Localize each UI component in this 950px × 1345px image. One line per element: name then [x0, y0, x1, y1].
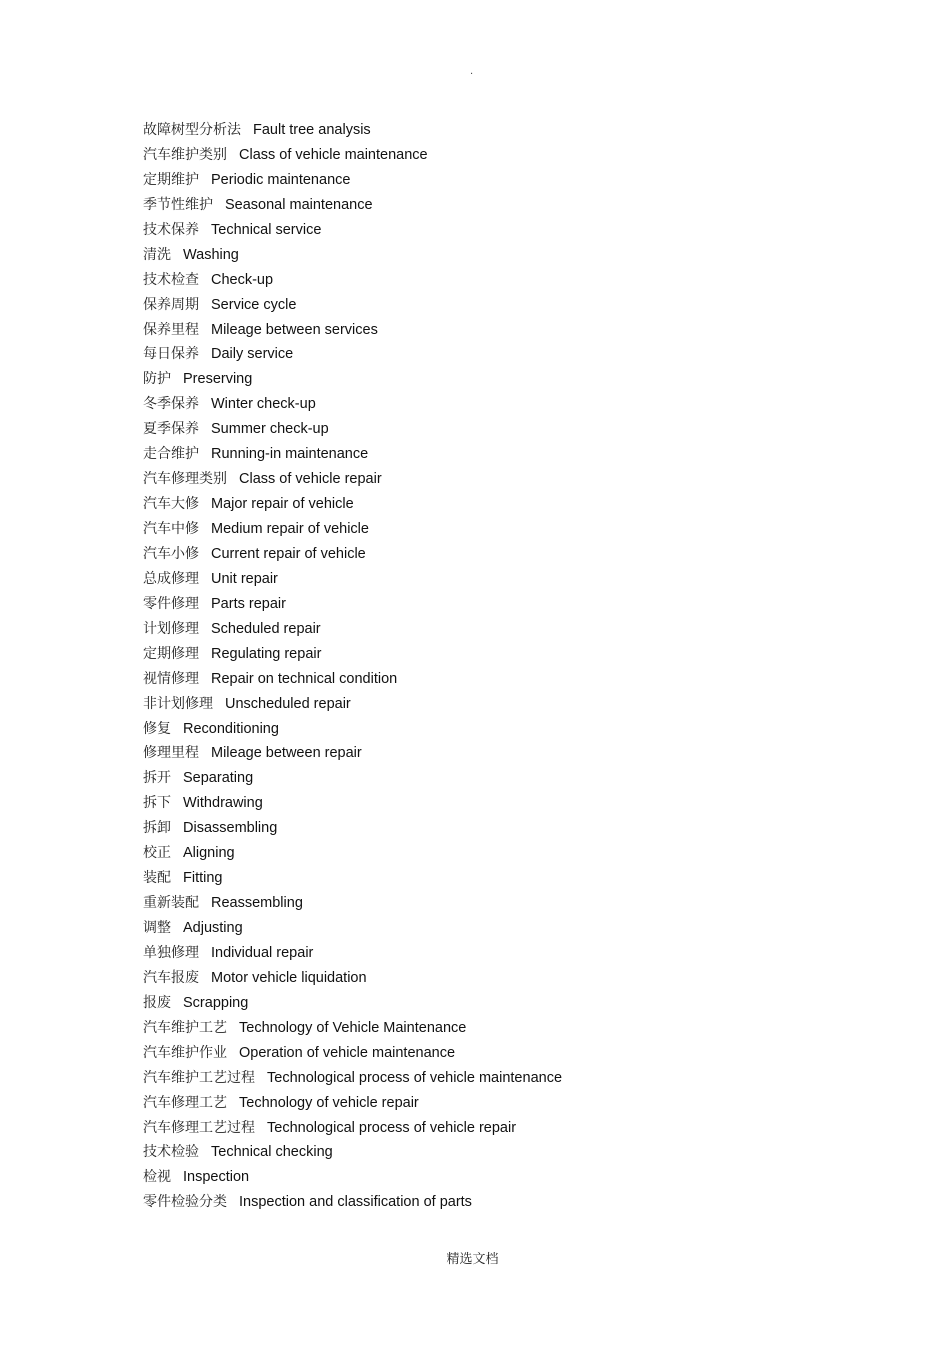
glossary-entry [143, 542, 562, 567]
term-chinese: 拆开 [143, 770, 171, 787]
term-english: Individual repair [211, 944, 314, 961]
glossary-entry [143, 617, 562, 642]
glossary-entry [143, 118, 562, 143]
term-english: Reassembling [211, 895, 303, 912]
term-chinese: 汽车报废 [143, 969, 199, 986]
glossary-entry [143, 1016, 562, 1041]
term-chinese: 装配 [143, 870, 171, 887]
term-english: Technology of vehicle repair [239, 1094, 419, 1111]
glossary-entry [143, 1066, 562, 1091]
glossary-entry [143, 816, 562, 841]
term-english: Technical service [211, 221, 322, 238]
term-chinese: 汽车维护类别 [143, 146, 227, 163]
glossary-entry [143, 342, 562, 367]
glossary-entry [143, 268, 562, 293]
term-chinese: 季节性维护 [143, 196, 213, 213]
term-chinese: 故障树型分析法 [143, 122, 241, 138]
term-english: Winter check-up [211, 396, 316, 413]
term-chinese: 汽车小修 [143, 545, 199, 562]
term-chinese: 定期维护 [143, 171, 199, 188]
term-english: Fitting [183, 870, 223, 887]
glossary-entry [143, 1190, 562, 1215]
term-chinese: 汽车中修 [143, 521, 199, 537]
glossary-entry [143, 143, 562, 168]
term-chinese: 计划修理 [143, 620, 199, 637]
term-english: Service cycle [211, 296, 297, 313]
term-english: Disassembling [183, 820, 278, 837]
glossary-entry [143, 741, 562, 766]
glossary-entry [143, 891, 562, 916]
term-chinese: 汽车维护工艺过程 [143, 1069, 255, 1086]
glossary-entry [143, 791, 562, 816]
term-chinese: 拆卸 [143, 820, 171, 837]
term-english: Repair on technical condition [211, 670, 398, 687]
term-english: Motor vehicle liquidation [211, 969, 367, 986]
glossary-entry [143, 492, 562, 517]
term-english: Unit repair [211, 570, 278, 587]
term-english: Mileage between repair [211, 745, 362, 762]
glossary-entry [143, 193, 562, 218]
term-chinese: 修复 [143, 720, 171, 737]
glossary-entry [143, 392, 562, 417]
glossary-entry [143, 941, 562, 966]
glossary-entry [143, 1116, 562, 1141]
term-chinese: 冬季保养 [143, 396, 199, 413]
glossary-entry [143, 442, 562, 467]
glossary-entry [143, 592, 562, 617]
term-english: Unscheduled repair [225, 695, 351, 712]
term-chinese: 校正 [143, 845, 171, 862]
term-english: Major repair of vehicle [211, 496, 354, 513]
term-english: Adjusting [183, 920, 243, 936]
term-chinese: 汽车维护工艺 [143, 1019, 227, 1036]
term-chinese: 修理里程 [143, 745, 199, 762]
term-english: Separating [183, 770, 254, 787]
glossary-entry [143, 766, 562, 791]
glossary-entry [143, 991, 562, 1016]
term-english: Summer check-up [211, 421, 329, 438]
term-chinese: 检视 [143, 1169, 171, 1186]
glossary-entry [143, 841, 562, 866]
glossary-entry [143, 467, 562, 492]
term-english: Technology of Vehicle Maintenance [239, 1019, 467, 1036]
glossary-entry [143, 667, 562, 692]
term-chinese: 非计划修理 [143, 695, 213, 712]
glossary-entry [143, 367, 562, 392]
term-english: Scheduled repair [211, 620, 321, 637]
term-english: Daily service [211, 346, 294, 363]
glossary-entry [143, 293, 562, 318]
term-chinese: 防护 [143, 371, 171, 388]
term-english: Technological process of vehicle maintenance [267, 1069, 563, 1086]
term-chinese: 汽车维护作业 [143, 1044, 227, 1061]
glossary-entry [143, 1091, 562, 1116]
term-chinese: 单独修理 [143, 944, 199, 961]
glossary-entry [143, 517, 562, 542]
term-english: Medium repair of vehicle [211, 521, 369, 537]
term-english: Technological process of vehicle repair [267, 1119, 517, 1136]
term-chinese: 视情修理 [143, 670, 199, 687]
term-chinese: 定期修理 [143, 645, 199, 662]
term-english: Running-in maintenance [211, 446, 369, 463]
term-chinese: 技术检验 [143, 1144, 199, 1161]
glossary-list [143, 118, 562, 1215]
glossary-entry [143, 642, 562, 667]
glossary-entry [143, 318, 562, 343]
term-english: Regulating repair [211, 645, 322, 662]
term-chinese: 汽车修理工艺过程 [143, 1119, 255, 1136]
term-english: Operation of vehicle maintenance [239, 1044, 456, 1061]
term-english: Class of vehicle maintenance [239, 146, 428, 163]
term-english: Fault tree analysis [253, 122, 371, 138]
term-english: Seasonal maintenance [225, 196, 373, 213]
term-chinese: 清洗 [143, 246, 171, 263]
glossary-entry [143, 417, 562, 442]
term-chinese: 保养周期 [143, 296, 199, 313]
term-chinese: 夏季保养 [143, 421, 199, 438]
term-english: Parts repair [211, 595, 286, 612]
term-chinese: 汽车修理工艺 [143, 1094, 227, 1111]
term-chinese: 报废 [143, 994, 171, 1011]
term-chinese: 保养里程 [143, 321, 199, 338]
term-english: Inspection [183, 1169, 250, 1186]
term-chinese: 拆下 [143, 795, 171, 812]
glossary-entry [143, 866, 562, 891]
glossary-entry [143, 218, 562, 243]
page-footer: 精选文档 [446, 1252, 499, 1267]
term-chinese: 每日保养 [143, 346, 199, 363]
term-english: Washing [183, 246, 239, 263]
term-chinese: 技术保养 [143, 221, 199, 238]
term-english: Mileage between services [211, 321, 378, 338]
term-english: Check-up [211, 271, 274, 288]
term-chinese: 汽车修理类别 [143, 471, 227, 488]
glossary-entry [143, 1165, 562, 1190]
term-chinese: 技术检查 [143, 271, 199, 288]
glossary-entry [143, 1041, 562, 1066]
term-chinese: 零件修理 [143, 595, 199, 612]
term-english: Aligning [183, 845, 235, 862]
page-header-dot: . [470, 66, 474, 77]
term-english: Preserving [183, 371, 253, 388]
term-english: Class of vehicle repair [239, 471, 382, 488]
term-english: Reconditioning [183, 720, 279, 737]
glossary-entry [143, 567, 562, 592]
glossary-entry [143, 692, 562, 717]
term-english: Inspection and classification of parts [239, 1194, 472, 1211]
term-english: Current repair of vehicle [211, 545, 366, 562]
glossary-entry [143, 966, 562, 991]
term-english: Technical checking [211, 1144, 333, 1161]
term-chinese: 走合维护 [143, 446, 199, 463]
term-chinese: 总成修理 [143, 570, 199, 587]
term-chinese: 零件检验分类 [143, 1194, 227, 1211]
term-chinese: 汽车大修 [143, 496, 199, 513]
glossary-entry [143, 717, 562, 742]
glossary-entry [143, 916, 562, 941]
term-chinese: 重新装配 [143, 895, 199, 912]
glossary-entry [143, 243, 562, 268]
term-chinese: 调整 [143, 920, 171, 936]
term-english: Withdrawing [183, 795, 263, 812]
glossary-entry [143, 1140, 562, 1165]
term-english: Scrapping [183, 994, 249, 1011]
glossary-entry [143, 168, 562, 193]
term-english: Periodic maintenance [211, 171, 351, 188]
